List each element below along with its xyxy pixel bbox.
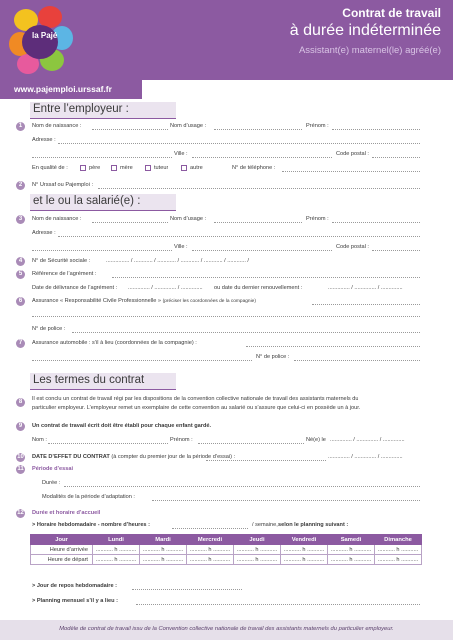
child-firstname-label: Prénom : — [170, 437, 193, 443]
item-number-1: 1 — [16, 122, 25, 131]
monthly-planning-field[interactable] — [136, 604, 420, 605]
employer-phone-field[interactable] — [282, 171, 420, 172]
trial-period-heading: Période d’essai — [32, 466, 74, 472]
weekly-hours-label: > Horaire hebdomadaire - nombre d’heures : — [32, 522, 150, 528]
svg-text:la Pajé: la Pajé — [32, 31, 58, 40]
arrival-wednesday-cell[interactable]: ........... h ........... — [187, 545, 234, 555]
employee-address-line2-field[interactable] — [32, 250, 172, 251]
employer-usage-name-label: Nom d’usage : — [170, 123, 207, 129]
employee-agreement-field[interactable] — [112, 277, 420, 278]
section-employee-heading: et le ou la salarié(e) : — [30, 194, 176, 211]
insurance-rc-line2-field[interactable] — [32, 316, 420, 317]
employer-postal-label: Code postal : — [336, 151, 369, 157]
schedule-table — [30, 534, 422, 565]
employer-urssaf-field[interactable] — [98, 188, 420, 189]
effective-date-line — [206, 460, 326, 461]
employee-firstname-field[interactable] — [332, 222, 420, 223]
child-name-label: Nom : — [32, 437, 47, 443]
agreement-date-label: Date de délivrance de l’agrément : — [32, 285, 118, 291]
item-number-7: 7 — [16, 339, 25, 348]
insurance-rc-label: Assurance « Responsabilité Civile Professionnelle » (préciser les coordonnées de la compagnie) — [32, 298, 256, 304]
employer-capacity-label: En qualité de : — [32, 165, 68, 171]
child-birthdate-label: Né(e) le — [306, 437, 326, 443]
child-firstname-field[interactable] — [198, 443, 304, 444]
checkbox-tuteur[interactable] — [145, 165, 151, 171]
employee-city-field[interactable] — [192, 250, 332, 251]
employee-usage-name-field[interactable] — [214, 222, 302, 223]
employer-phone-label: N° de téléphone : — [232, 165, 276, 171]
insurance-auto-line2-field[interactable] — [32, 360, 252, 361]
item-number-9: 9 — [16, 422, 25, 431]
title-line-3: Assistant(e) maternel(le) agréé(e) — [298, 45, 441, 56]
hours-heading: Durée et horaire d’accueil — [32, 510, 101, 516]
child-name-field[interactable] — [48, 443, 168, 444]
agreement-date-field[interactable]: .............. / .............. / .............. — [128, 285, 203, 291]
item-number-12: 12 — [17, 510, 24, 516]
employer-firstname-label: Prénom : — [306, 123, 329, 129]
employee-agreement-label: Référence de l’agrément : — [32, 271, 97, 277]
title-line-2: à durée indéterminée — [289, 22, 441, 39]
effective-date-label: DATE D’EFFET DU CONTRAT (à compter du premier jour de la période d’essai) : — [32, 454, 236, 460]
checkbox-mere-label: mère — [120, 165, 133, 171]
employee-usage-name-label: Nom d’usage : — [170, 216, 207, 222]
schedule-header-saturday: Samedi — [328, 535, 375, 545]
rest-day-label: > Jour de repos hebdomadaire : — [32, 583, 118, 589]
insurance-rc-field[interactable] — [312, 304, 420, 305]
insurance-auto-label: Assurance automobile : s’il à lieu (coordonnées de la compagnie) : — [32, 340, 197, 346]
departure-row-label: Heure de départ — [31, 555, 93, 565]
trial-duration-field[interactable] — [64, 486, 420, 487]
employee-address-label: Adresse : — [32, 230, 56, 236]
departure-friday-cell[interactable]: ........... h ........... — [281, 555, 328, 565]
item-number-10: 10 — [17, 454, 24, 460]
policy-number-2-label: N° de police : — [256, 354, 290, 360]
employee-firstname-label: Prénom : — [306, 216, 329, 222]
schedule-header-wednesday: Mercredi — [187, 535, 234, 545]
footer-text: Modèle de contrat de travail issu de la Convention collective nationale de travail des assistants maternels du particulier employeur. — [59, 626, 394, 632]
footer-bar — [0, 620, 453, 640]
item-number-5: 5 — [16, 270, 25, 279]
employer-city-label: Ville : — [174, 151, 188, 157]
adaptation-field[interactable] — [152, 500, 420, 501]
convention-text-line2: particulier employeur. L’employeur remet un exemplaire de cette convention au salarié ou s’assure que celui-ci en possède un à jour. — [32, 405, 361, 411]
title-line-1: Contrat de travail — [342, 6, 441, 20]
policy-number-field[interactable] — [72, 332, 420, 333]
arrival-monday-cell[interactable]: ........... h ........... — [93, 545, 140, 555]
section-terms-heading: Les termes du contrat — [30, 373, 176, 390]
schedule-header-row — [31, 535, 422, 545]
departure-monday-cell[interactable]: ........... h ........... — [93, 555, 140, 565]
checkbox-pere-label: père — [89, 165, 101, 171]
checkbox-autre-label: autre — [190, 165, 203, 171]
employer-address-label: Adresse : — [32, 137, 56, 143]
arrival-thursday-cell[interactable]: ........... h ........... — [234, 545, 281, 555]
schedule-header-thursday: Jeudi — [234, 535, 281, 545]
arrival-friday-cell[interactable]: ........... h ........... — [281, 545, 328, 555]
employee-birth-name-label: Nom de naissance : — [32, 216, 82, 222]
departure-tuesday-cell[interactable]: ........... h ........... — [140, 555, 187, 565]
schedule-header-sunday: Dimanche — [375, 535, 422, 545]
employer-birth-name-label: Nom de naissance : — [32, 123, 82, 129]
departure-wednesday-cell[interactable]: ........... h ........... — [187, 555, 234, 565]
employer-address-field[interactable] — [58, 143, 420, 144]
item-number-3: 3 — [16, 215, 25, 224]
arrival-saturday-cell[interactable]: ........... h ........... — [328, 545, 375, 555]
employer-usage-name-field[interactable] — [214, 129, 302, 130]
item-number-2: 2 — [16, 181, 25, 190]
departure-saturday-cell[interactable]: ........... h ........... — [328, 555, 375, 565]
renewal-date-label: ou date du dernier renouvellement : — [214, 285, 303, 291]
departure-sunday-cell[interactable]: ........... h ........... — [375, 555, 422, 565]
arrival-sunday-cell[interactable]: ........... h ........... — [375, 545, 422, 555]
item-number-11: 11 — [17, 466, 24, 472]
policy-number-label: N° de police : — [32, 326, 66, 332]
weekly-hours-planning-label: selon le planning suivant : — [278, 522, 349, 528]
section-employer-heading: Entre l’employeur : — [30, 102, 176, 119]
weekly-hours-field[interactable] — [172, 528, 248, 529]
employee-birth-name-field[interactable] — [92, 222, 168, 223]
departure-thursday-cell[interactable]: ........... h ........... — [234, 555, 281, 565]
trial-duration-label: Durée : — [42, 480, 61, 486]
employer-city-field[interactable] — [192, 157, 332, 158]
arrival-tuesday-cell[interactable]: ........... h ........... — [140, 545, 187, 555]
employee-ssn-label: N° de Sécurité sociale : — [32, 258, 91, 264]
paje-logo-icon — [6, 4, 76, 80]
arrival-row-label: Heure d’arrivée — [31, 545, 93, 555]
monthly-planning-label: > Planning mensuel s’il y a lieu : — [32, 598, 118, 604]
child-birthdate-field[interactable]: .............. / .............. / .............. — [330, 437, 405, 443]
policy-number-2-field[interactable] — [294, 360, 420, 361]
header-banner — [0, 0, 453, 80]
one-contract-per-child-text: Un contrat de travail écrit doit être établi pour chaque enfant gardé. — [32, 423, 212, 429]
adaptation-label: Modalités de la période d’adaptation : — [42, 494, 135, 500]
employer-birth-name-field[interactable] — [92, 129, 168, 130]
employee-postal-field[interactable] — [372, 250, 420, 251]
checkbox-mere[interactable] — [111, 165, 117, 171]
checkbox-pere[interactable] — [80, 165, 86, 171]
employee-city-label: Ville : — [174, 244, 188, 250]
employee-address-field[interactable] — [58, 236, 420, 237]
checkbox-autre[interactable] — [181, 165, 187, 171]
convention-text-line1: Il est conclu un contrat de travail régi par les dispositions de la convention collective nationale de travail des assistants maternels du — [32, 396, 359, 402]
weekly-hours-unit: / semaine, — [252, 522, 278, 528]
checkbox-tuteur-label: tuteur — [154, 165, 169, 171]
effective-date-field[interactable]: .............. / .............. / .............. — [328, 454, 403, 460]
schedule-header-monday: Lundi — [93, 535, 140, 545]
employee-ssn-field[interactable]: ............... / ............ / ............ / ............ / ............ / ............ / — [106, 258, 249, 264]
url-bar — [0, 80, 142, 99]
item-number-6: 6 — [16, 297, 25, 306]
schedule-header-friday: Vendredi — [281, 535, 328, 545]
employer-address-line2-field[interactable] — [32, 157, 172, 158]
employer-firstname-field[interactable] — [332, 129, 420, 130]
insurance-auto-field[interactable] — [246, 346, 420, 347]
rest-day-field[interactable] — [132, 589, 242, 590]
schedule-header-tuesday: Mardi — [140, 535, 187, 545]
item-number-4: 4 — [16, 257, 25, 266]
renewal-date-field[interactable]: .............. / .............. / .............. — [328, 285, 403, 291]
employer-urssaf-label: N° Urssaf ou Pajemploi : — [32, 182, 93, 188]
paje-logo — [6, 4, 76, 80]
table-row — [31, 545, 422, 555]
employer-postal-field[interactable] — [372, 157, 420, 158]
employee-postal-label: Code postal : — [336, 244, 369, 250]
table-row — [31, 555, 422, 565]
website-link[interactable]: www.pajemploi.urssaf.fr — [14, 84, 112, 94]
item-number-8: 8 — [16, 398, 25, 407]
schedule-header-day: Jour — [31, 535, 93, 545]
